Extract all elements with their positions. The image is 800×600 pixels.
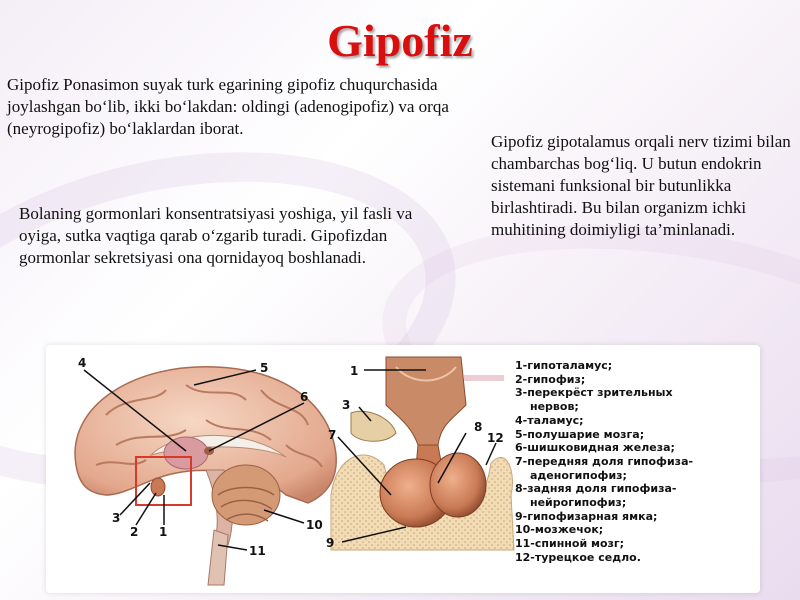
legend-item: аденогипофиз; [530, 468, 627, 482]
anatomy-figure [46, 345, 760, 593]
legend-item: 11-спинной мозг; [515, 537, 625, 551]
brain-section [75, 367, 336, 585]
pituitary-label: 8 [474, 420, 483, 434]
legend-item: 1-гипоталамус; [515, 359, 613, 372]
legend-item: 2-гипофиз; [515, 372, 586, 386]
brain-label: 4 [78, 356, 87, 370]
slide-title: Gipofiz [327, 15, 473, 66]
brain-label: 3 [112, 511, 121, 525]
legend-item: нервов; [530, 400, 579, 414]
paragraph-hormones: Bolaning gormonlari konsentratsiyasi yoshiga, yil fasli va oyiga, sutka vaqtiga qarab o‘zgarib turadi. Gipofizdan gormonlar sekretsiyasi ona qornidayoq boshlanadi. [19, 204, 413, 267]
figure-legend [515, 359, 755, 565]
legend-item: 9-гипофизарная ямка; [515, 509, 658, 523]
brain-label: 10 [306, 518, 323, 532]
paragraph-hypothalamus: Gipofiz gipotalamus orqali nerv tizimi bilan chambarchas bog‘liq. U butun endokrin sistemani funksional bir butunlikka birlashtiradi. Bu bilan organizm ichki muhitining doimiyligi ta’minlanadi. [491, 132, 791, 239]
legend-item: 4-таламус; [515, 413, 584, 427]
pituitary-label: 3 [342, 398, 351, 412]
paragraph-structure: Gipofiz Ponasimon suyak turk egarining gipofiz chuqurchasida joylashgan bo‘lib, ikki bo‘lakdan: oldingi (adenogipofiz) va orqa (neyrogipofiz) bo‘laklardan iborat. [7, 75, 449, 138]
pituitary-label: 9 [326, 536, 335, 550]
brain-label: 6 [300, 390, 309, 404]
legend-item: 6-шишковидная железа; [515, 441, 675, 455]
legend-item: 10-мозжечок; [515, 523, 604, 537]
pituitary-label: 1 [350, 364, 359, 378]
legend-item: 5-полушарие мозга; [515, 427, 645, 441]
brain-label: 1 [159, 525, 168, 539]
legend-item: нейрогипофиз; [530, 496, 627, 510]
pituitary-label: 12 [487, 431, 504, 445]
legend-item: 8-задняя доля гипофиза- [515, 482, 677, 496]
brain-label: 5 [260, 361, 269, 375]
legend-item: 7-передняя доля гипофиза- [515, 454, 694, 468]
legend-item: 3-перекрёст зрительных [515, 386, 673, 400]
pituitary-section [331, 357, 514, 550]
brain-label: 2 [130, 525, 139, 539]
brain-label: 11 [249, 544, 266, 558]
pituitary-label: 7 [328, 428, 337, 442]
legend-item: 12-турецкое седло. [515, 550, 641, 564]
